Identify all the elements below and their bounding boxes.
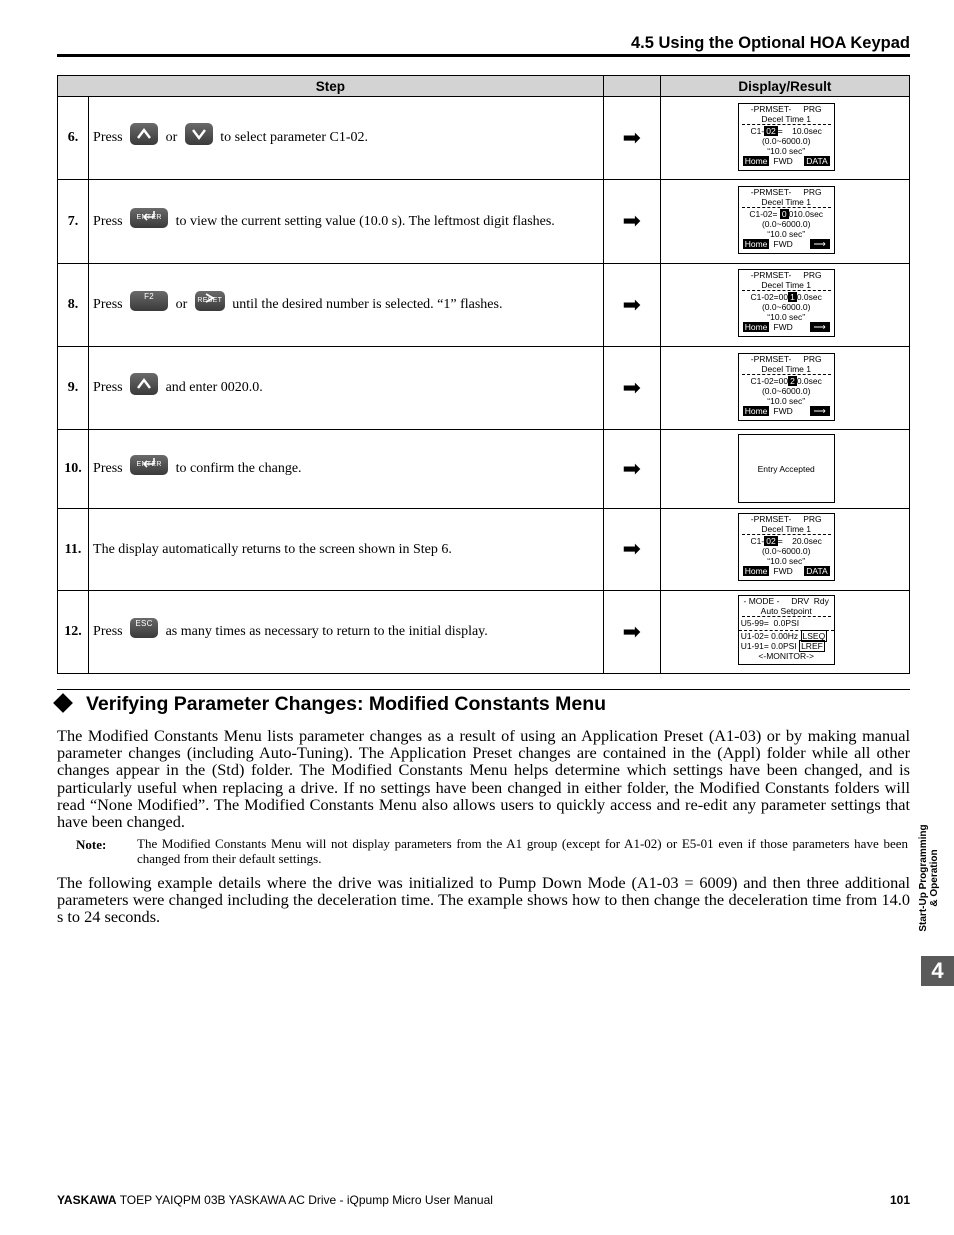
step-text [89,430,604,509]
step-text: The display automatically returns to the screen shown in Step 6. [89,509,604,591]
lcd-lseq-box: LSEQ [802,631,826,641]
step-number: 10. [58,430,89,509]
lcd-line: Decel Time 1 [742,524,831,535]
step-text [89,347,604,430]
lcd-line: C1- 02 = 10.0sec [750,126,822,136]
lcd-display [738,353,835,421]
lcd-line: - MODE - DRV Rdy [743,596,829,606]
reset-key-icon [195,291,225,311]
right-arrow-icon: ➡ [603,264,660,347]
table-row [58,430,910,509]
display-cell [660,97,909,180]
col-arrow-header [603,76,660,97]
table-row [58,264,910,347]
display-cell [660,509,909,591]
step-text [89,97,604,180]
header-rule [57,54,910,57]
right-arrow-icon: ➡ [603,430,660,509]
lcd-line: “10.0 sec” [767,556,806,566]
footer-doc-title: TOEP YAIQPM 03B YASKAWA AC Drive - iQpump Micro User Manual [116,1193,493,1207]
lcd-line: -PRMSET- PRG [750,187,822,197]
lcd-line: Auto Setpoint [742,606,831,617]
step-text [89,180,604,264]
display-cell [660,264,909,347]
lcd-line: C1- 02 = 20.0sec [750,536,822,546]
lcd-line: “10.0 sec” [767,396,806,406]
lcd-line: Decel Time 1 [742,280,831,291]
lcd-line: Decel Time 1 [742,364,831,375]
table-row [58,97,910,180]
lcd-line: (0.0~6000.0) [761,136,811,146]
lcd-right-arrow-icon: ⟶ [810,322,830,332]
note-text: The Modified Constants Menu will not display parameters from the A1 group (except for A1-02) or E5-01 even if those parameters have been changed from their default settings. [137,836,908,866]
lcd-cursor: 1 [790,292,795,302]
lcd-right-arrow-icon: ⟶ [810,406,830,416]
lcd-line: -PRMSET- PRG [750,514,822,524]
lcd-line: C1-02=00 1 0.0sec [750,292,822,302]
note-label: Note: [76,837,107,852]
lcd-right-arrow-icon: ⟶ [810,239,830,249]
lcd-lref-box: LREF [801,641,823,651]
lcd-line: (0.0~6000.0) [761,386,811,396]
esc-key-icon [130,618,158,638]
diamond-bullet-icon [53,693,73,713]
lcd-display [738,595,835,665]
chapter-tab: 4 [921,956,954,986]
lcd-line: Decel Time 1 [742,114,831,125]
lcd-cursor: 02 [766,126,776,136]
section-rule [57,689,910,690]
lcd-line: “10.0 sec” [767,312,806,322]
step-text-part: Press [93,297,123,313]
section-heading: Verifying Parameter Changes: Modified Constants Menu [86,693,607,715]
lcd-fwd-label: FWD [773,322,793,332]
step-number: 6. [58,97,89,180]
lcd-cursor: 0 [781,209,787,219]
lcd-line: U5-99= 0.0PSI [740,618,800,628]
lcd-line: -PRMSET- PRG [750,104,822,114]
lcd-line: Decel Time 1 [742,197,831,208]
lcd-line: U1-02= 0.00Hz LSEQ [739,630,834,641]
step-number: 8. [58,264,89,347]
table-header-row [58,76,910,97]
table-row [58,591,910,674]
enter-key-label: ENTER [136,213,162,221]
step-text-part: Press [93,461,123,477]
display-cell [660,591,909,674]
step-number: 12. [58,591,89,674]
step-text-part: Press [93,213,123,229]
lcd-line: -PRMSET- PRG [750,270,822,280]
col-step-header: Step [58,76,604,97]
step-text-part: Press [93,380,123,396]
lcd-line: U1-91= 0.0PSI LREF [740,641,823,651]
enter-key-label: ENTER [136,461,162,468]
lcd-message: Entry Accepted [757,463,815,474]
step-number: 7. [58,180,89,264]
lcd-home-key: Home [744,239,768,249]
lcd-display [738,434,835,503]
body-paragraph: The Modified Constants Menu lists parameter changes as a result of using an Application Preset (A1-03) or by making manual parameter changes (including Auto-Tuning). The Application Preset changes are contained in the (Appl) folder while all other changes appear in the (Std) folder. The Modified Constants Menu helps determine which settings have been changed, and is particularly useful when replacing a drive. If no settings have been changed in either folder, the Modified Constants folders will read “None Modified”. The Modified Constants Menu also allows users to quickly access and re-edit any parameter settings that have been changed. [57,726,910,832]
lcd-display [738,269,835,337]
f2-key-icon [130,291,168,311]
step-number: 11. [58,509,89,591]
lcd-line: <-MONITOR-> [758,651,814,661]
step-text-part: as many times as necessary to return to the initial display. [165,624,488,640]
step-text-part: or [165,130,178,146]
lcd-line: (0.0~6000.0) [761,219,811,229]
enter-key-icon [130,208,168,228]
page-number: 101 [889,1193,910,1207]
lcd-fwd-label: FWD [773,156,793,166]
lcd-softkeys [739,566,834,576]
lcd-display [738,186,835,254]
display-cell [660,347,909,430]
lcd-display [738,513,835,581]
side-label-line: Start-Up Programming [918,824,929,932]
chapter-side-label [918,813,940,943]
lcd-data-key: DATA [806,566,828,576]
step-text-part: Press [93,130,123,146]
lcd-fwd-label: FWD [773,406,793,416]
step-text [89,264,604,347]
step-text [89,591,604,674]
lcd-line: C1-02=00 2 0.0sec [750,376,822,386]
up-arrow-key-icon [130,123,158,145]
lcd-softkeys [739,239,834,249]
lcd-cursor: 02 [766,536,776,546]
esc-key-label: ESC [135,619,153,628]
lcd-line: (0.0~6000.0) [761,302,811,312]
lcd-home-key: Home [744,566,768,576]
footer-brand: YASKAWA [57,1193,117,1207]
steps-table [57,75,910,674]
table-row [58,180,910,264]
lcd-fwd-label: FWD [773,239,793,249]
lcd-cursor: 2 [790,376,795,386]
lcd-line: “10.0 sec” [767,146,806,156]
col-display-header: Display/Result [660,76,909,97]
reset-key-label: RESET [197,297,223,304]
lcd-home-key: Home [744,322,768,332]
lcd-softkeys [739,156,834,166]
step-text-part: until the desired number is selected. “1” flashes. [232,297,503,313]
side-label-line: & Operation [929,849,940,907]
section-title: 4.5 Using the Optional HOA Keypad [630,34,910,52]
step-text-part: to confirm the change. [175,461,302,477]
lcd-line: (0.0~6000.0) [761,546,811,556]
display-cell [660,180,909,264]
down-arrow-key-icon [185,123,213,145]
step-text-part: to view the current setting value (10.0 s). The leftmost digit flashes. [175,213,555,229]
step-text-part: or [175,297,188,313]
lcd-fwd-label: FWD [773,566,793,576]
up-arrow-key-icon [130,373,158,395]
table-row [58,509,910,591]
lcd-home-key: Home [744,406,768,416]
lcd-data-key: DATA [806,156,828,166]
step-text-part: and enter 0020.0. [165,380,263,396]
lcd-display [738,103,835,171]
right-arrow-icon: ➡ [603,97,660,180]
enter-key-icon [130,455,168,475]
footer-text [57,1193,493,1207]
lcd-home-key: Home [744,156,768,166]
f2-key-label: F2 [144,292,155,301]
right-arrow-icon: ➡ [603,347,660,430]
step-number: 9. [58,347,89,430]
right-arrow-icon: ➡ [603,180,660,264]
lcd-softkeys [739,406,834,416]
lcd-line: C1-02= 0 010.0sec [749,209,824,219]
step-text-part: Press [93,624,123,640]
lcd-softkeys [739,322,834,332]
body-paragraph: The following example details where the drive was initialized to Pump Down Mode (A1-03 = 6009) and then three additional parameters were changed including the deceleration time. The example shows how to then change the deceleration time from 14.0 s to 24 seconds. [57,873,910,927]
table-row [58,347,910,430]
lcd-line: -PRMSET- PRG [750,354,822,364]
lcd-line: “10.0 sec” [767,229,806,239]
display-cell [660,430,909,509]
step-text-part: to select parameter C1-02. [220,130,368,146]
right-arrow-icon: ➡ [603,509,660,591]
right-arrow-icon: ➡ [603,591,660,674]
